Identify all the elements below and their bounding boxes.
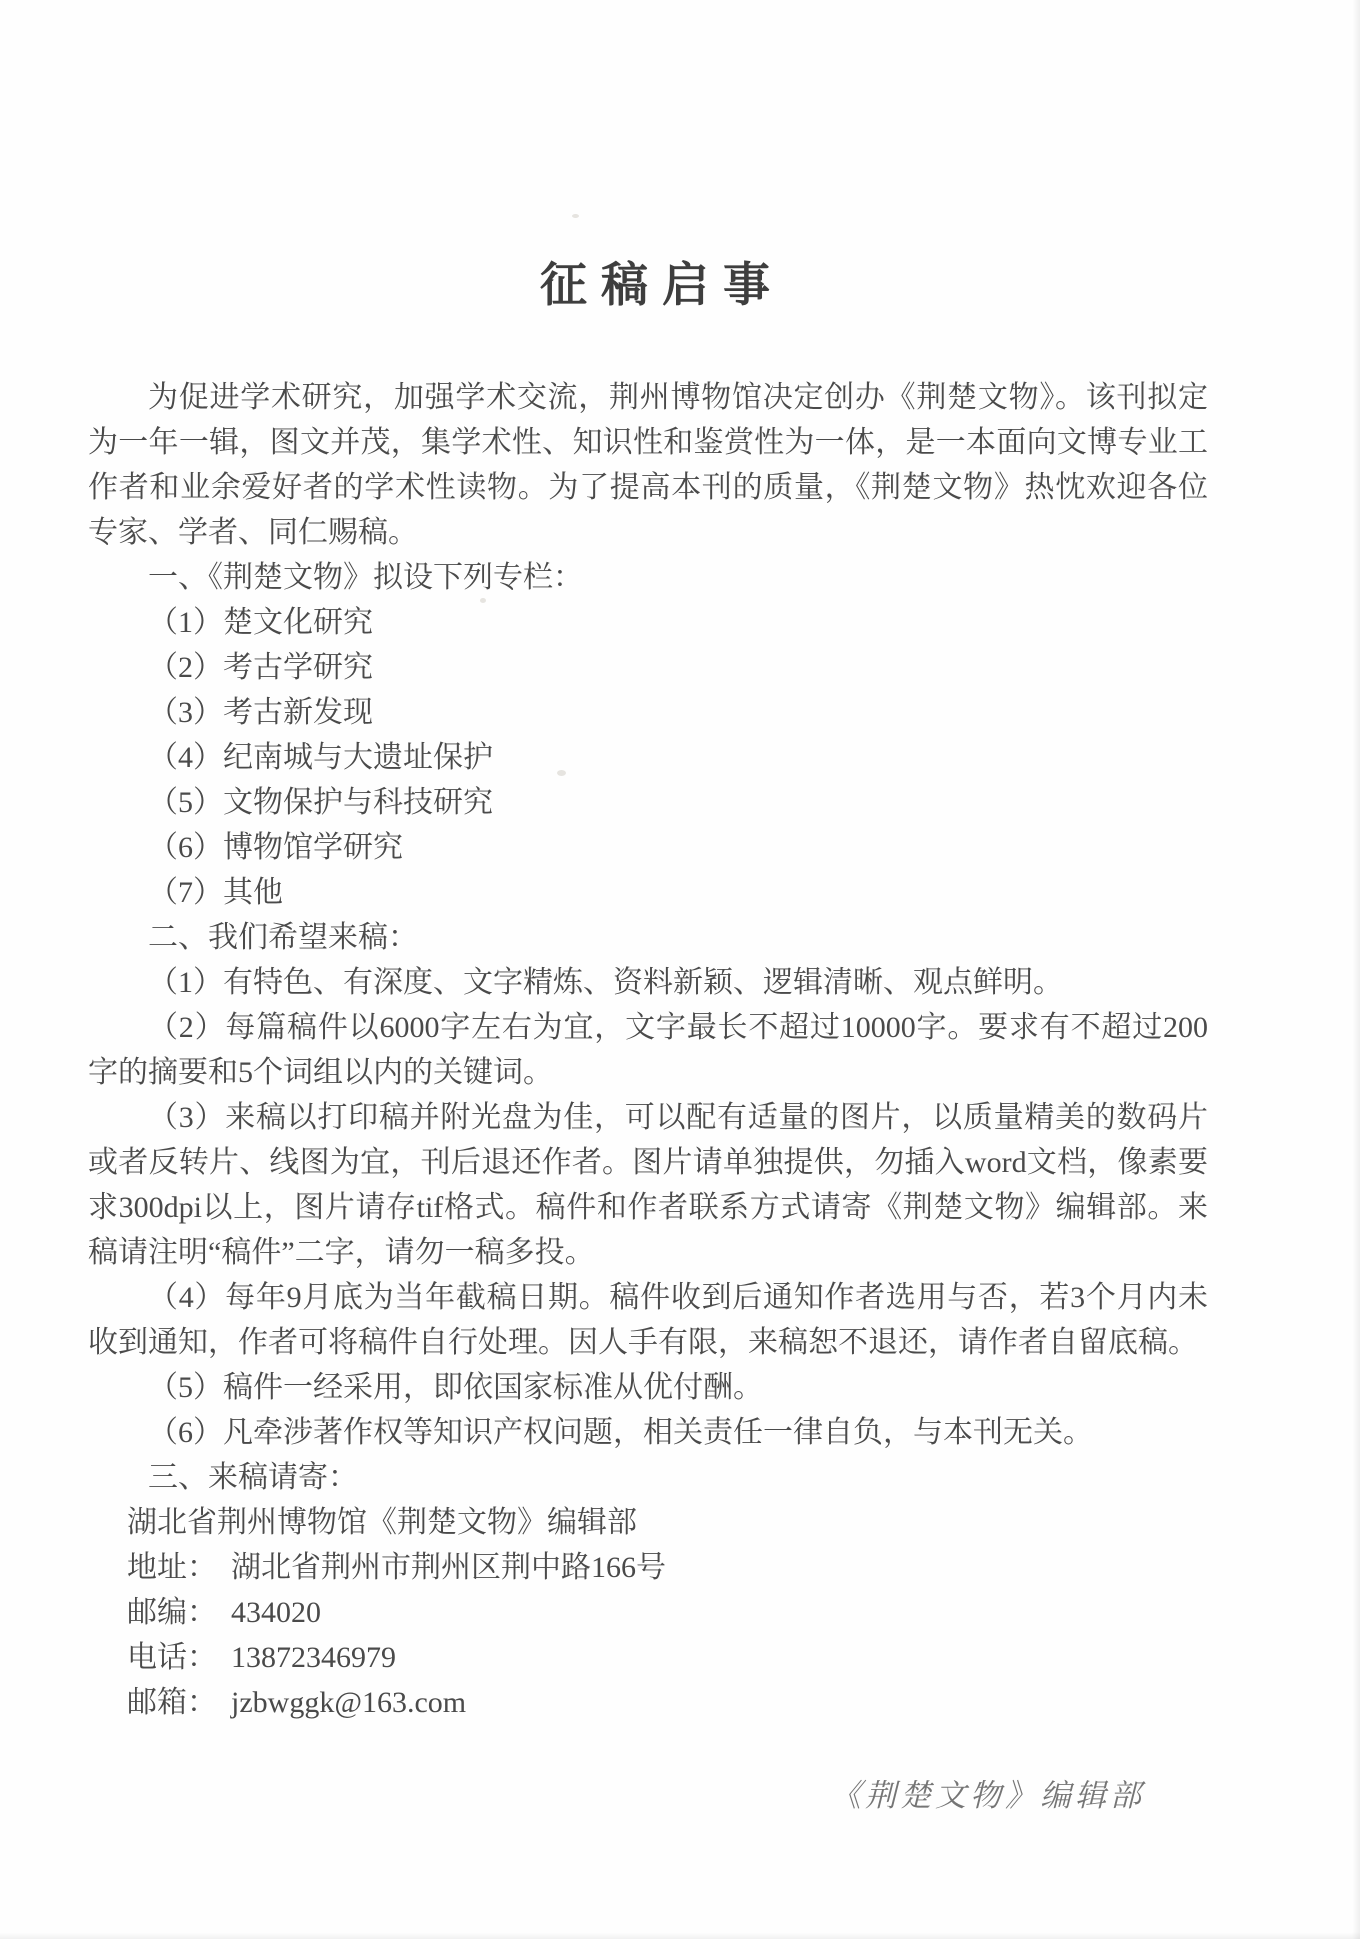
submission-note-3: （3）来稿以打印稿并附光盘为佳，可以配有适量的图片，以质量精美的数码片或者反转片、线图为宜，刊后退还作者。图片请单独提供，勿插入word文档，像素要求300dpi以上，图片请存tif格式。稿件和作者联系方式请寄《荆楚文物》编辑部。来稿请注明“稿件”二字，请勿一稿多投。: [88, 1101, 1208, 1269]
scan-edge-shadow: [1352, 0, 1360, 1939]
submission-note-1: （1）有特色、有深度、文字精炼、资料新颖、逻辑清晰、观点鲜明。: [148, 966, 1063, 999]
column-item-5: （5）文物保护与科技研究: [148, 786, 493, 819]
contact-postcode: [88, 1590, 1208, 1635]
scan-speckle-artifact: [480, 598, 486, 603]
contact-phone: [88, 1635, 1208, 1680]
contact-email-value: jzbwggk@163.com: [231, 1686, 467, 1719]
contact-address-value: 湖北省荆州市荆州区荆中路166号: [231, 1551, 666, 1584]
contact-email: [88, 1680, 1208, 1725]
scan-edge-shadow: [0, 1932, 1360, 1939]
scan-speckle-artifact: [572, 214, 579, 218]
editorial-signature: 《荆楚文物》编辑部: [830, 1778, 1145, 1813]
contact-phone-label: 电话：: [127, 1641, 217, 1674]
submission-note-4: （4）每年9月底为当年截稿日期。稿件收到后通知作者选用与否，若3个月内未收到通知，作者可将稿件自行处理。因人手有限，来稿恕不退还，请作者自留底稿。: [88, 1281, 1208, 1359]
contact-postcode-label: 邮编：: [127, 1596, 217, 1629]
submission-note-2: （2）每篇稿件以6000字左右为宜，文字最长不超过10000字。要求有不超过200字的摘要和5个词组以内的关键词。: [88, 1011, 1208, 1089]
column-item-4: （4）纪南城与大遗址保护: [148, 741, 493, 774]
column-item-1: （1）楚文化研究: [148, 606, 373, 639]
contact-postcode-value: 434020: [231, 1596, 321, 1629]
section-1-heading: 一、《荆楚文物》拟设下列专栏：: [148, 561, 583, 594]
contact-recipient: 湖北省荆州博物馆《荆楚文物》编辑部: [127, 1506, 637, 1539]
section-3-heading: 三、来稿请寄：: [148, 1461, 358, 1494]
document-body: [88, 375, 1208, 1725]
intro-paragraph: 为促进学术研究，加强学术交流，荆州博物馆决定创办《荆楚文物》。该刊拟定为一年一辑，图文并茂，集学术性、知识性和鉴赏性为一体，是一本面向文博专业工作者和业余爱好者的学术性读物。为了提高本刊的质量，《荆楚文物》热忱欢迎各位专家、学者、同仁赐稿。: [88, 381, 1208, 549]
section-2-heading: 二、我们希望来稿：: [148, 921, 418, 954]
column-item-7: （7）其他: [148, 876, 283, 909]
page-title: 征稿启事: [540, 260, 784, 312]
contact-email-label: 邮箱：: [127, 1686, 217, 1719]
scan-speckle-artifact: [557, 770, 566, 776]
column-item-3: （3）考古新发现: [148, 696, 373, 729]
contact-address-label: 地址：: [127, 1551, 217, 1584]
column-item-2: （2）考古学研究: [148, 651, 373, 684]
submission-note-6: （6）凡牵涉著作权等知识产权问题，相关责任一律自负，与本刊无关。: [148, 1416, 1093, 1449]
submission-note-5: （5）稿件一经采用，即依国家标准从优付酬。: [148, 1371, 763, 1404]
contact-address: [88, 1545, 1208, 1590]
column-item-6: （6）博物馆学研究: [148, 831, 403, 864]
contact-phone-value: 13872346979: [231, 1641, 396, 1674]
